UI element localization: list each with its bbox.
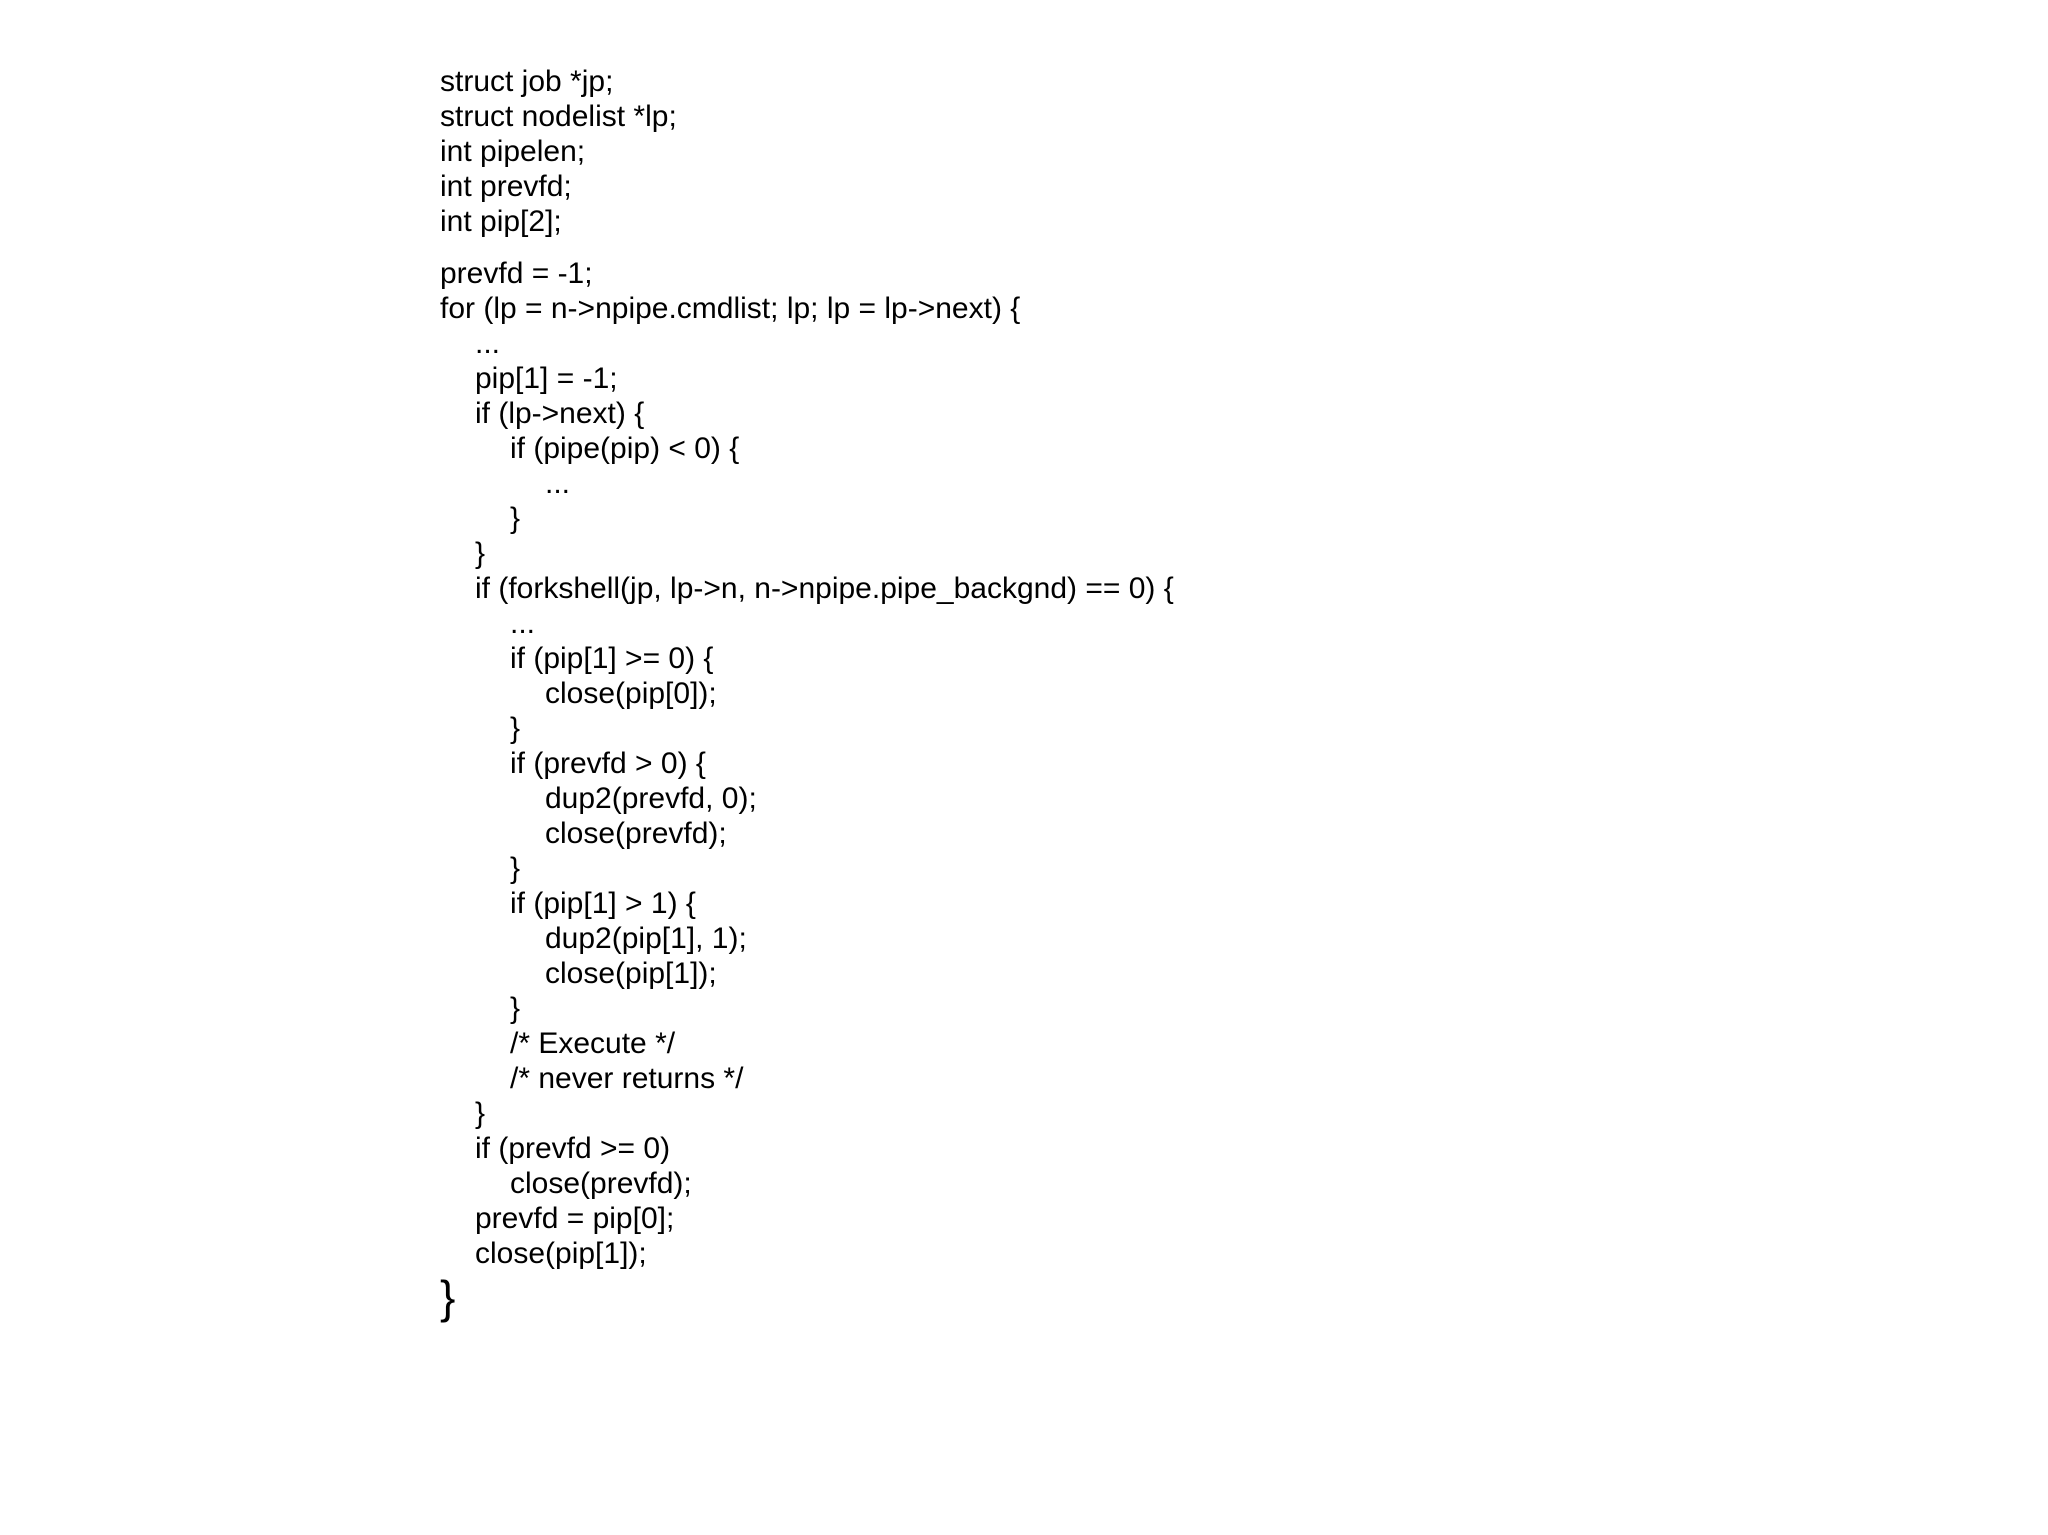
code-line-12: if (pipe(pip) < 0) { (510, 432, 740, 465)
code-listing (440, 64, 1174, 1321)
code-line-34: prevfd = pip[0]; (475, 1202, 675, 1235)
code-line-27: close(pip[1]); (545, 957, 717, 990)
code-line-21: if (prevfd > 0) { (510, 747, 706, 780)
code-line-18: if (pip[1] >= 0) { (510, 642, 714, 675)
code-line-16: if (forkshell(jp, lp->n, n->npipe.pipe_backgnd) == 0) { (475, 572, 1174, 605)
code-line-26: dup2(pip[1], 1); (545, 922, 747, 955)
code-line-2: struct nodelist *lp; (440, 100, 677, 133)
code-line-13: ... (545, 467, 571, 500)
code-line-23: close(prevfd); (545, 817, 727, 850)
code-line-24: } (510, 852, 521, 885)
code-line-35: close(pip[1]); (475, 1237, 647, 1270)
code-line-11: if (lp->next) { (475, 397, 645, 430)
code-line-7: prevfd = -1; (440, 257, 593, 290)
code-line-33: close(prevfd); (510, 1167, 692, 1200)
code-line-19: close(pip[0]); (545, 677, 717, 710)
code-line-17: ... (510, 607, 536, 640)
code-line-5: int pip[2]; (440, 205, 562, 238)
code-closing-brace: } (440, 1271, 456, 1323)
code-line-8: for (lp = n->npipe.cmdlist; lp; lp = lp->next) { (440, 292, 1021, 325)
code-line-20: } (510, 712, 521, 745)
code-line-28: } (510, 992, 521, 1025)
code-line-10: pip[1] = -1; (475, 362, 618, 395)
code-line-1: struct job *jp; (440, 65, 614, 98)
code-comment-never-returns: /* never returns */ (510, 1062, 744, 1095)
code-line-3: int pipelen; (440, 135, 586, 168)
code-comment-execute: /* Execute */ (510, 1027, 676, 1060)
code-line-32: if (prevfd >= 0) (475, 1132, 671, 1165)
code-line-9: ... (475, 327, 501, 360)
code-line-22: dup2(prevfd, 0); (545, 782, 757, 815)
code-line-31: } (475, 1097, 486, 1130)
code-line-blank (440, 239, 1174, 256)
code-line-25: if (pip[1] > 1) { (510, 887, 696, 920)
code-line-4: int prevfd; (440, 170, 572, 203)
code-line-15: } (475, 537, 486, 570)
code-line-14: } (510, 502, 521, 535)
